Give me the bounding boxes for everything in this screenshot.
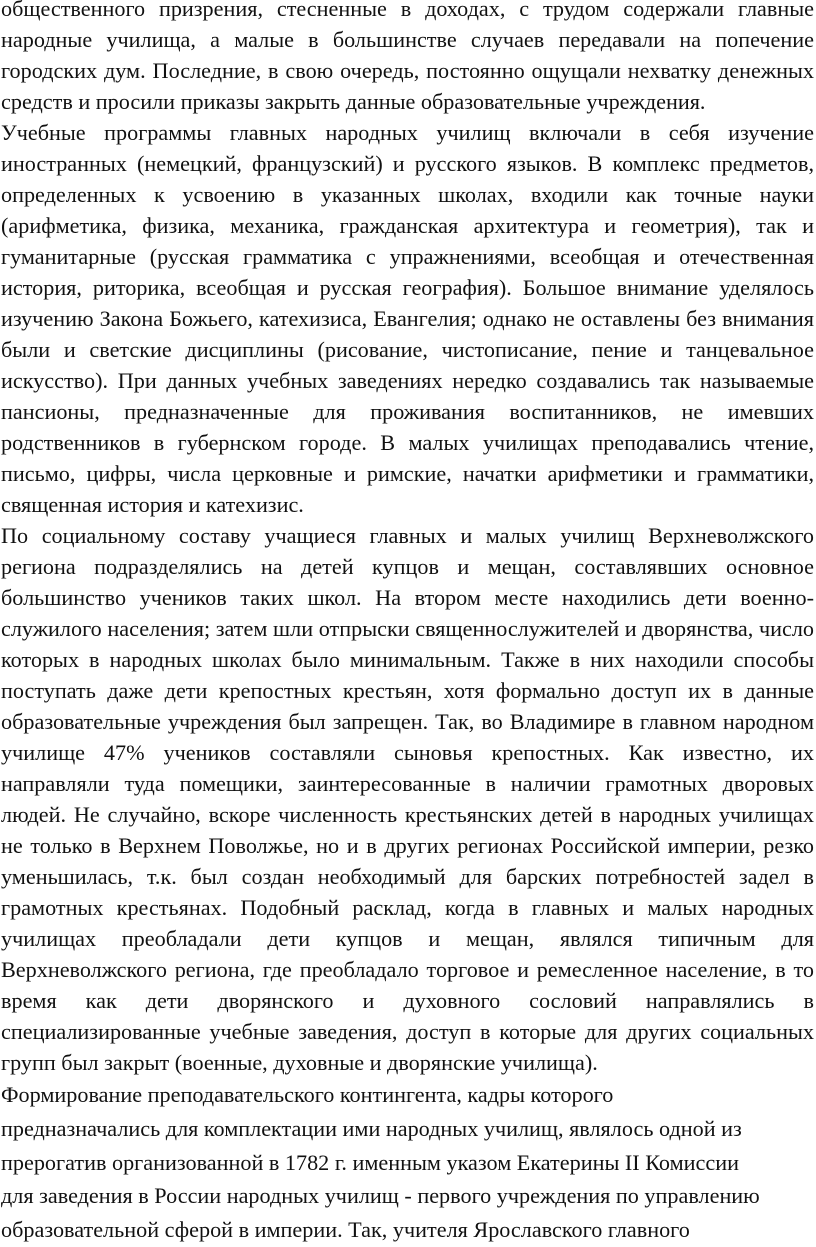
paragraph-curriculum: Учебные программы главных народных училищ включали в себя изучение иностранных (немецкий, французский) и русского языков. В комплекс предметов, определенных к усвоению в указанных школах, входили как точные науки (арифметика, физика, механика, гражданская архитектура и геометрия), так и гуманитарные (русская грамматика с упражнениями, всеобщая и отечественная история, риторика, всеобщая и русская география). Большое внимание уделялось изучению Закона Божьего, катехизиса, Евангелия; однако не оставлены без внимания были и светские дисциплины (рисование, чистописание, пение и танцевальное искусство). При данных учебных заведениях нередко создавались так называемые пансионы, предназначенные для проживания воспитанников, не имевших родственников в губернском городе. В малых училищах преподавались чтение, письмо, цифры, числа церковные и римские, начатки арифметики и грамматики, священная история и катехизис. (1, 120, 814, 517)
paragraph-teaching-staff (0, 1078, 816, 1247)
paragraph-social-composition: По социальному составу учащиеся главных и малых училищ Верхневолжского региона подразделялись на детей купцов и мещан, составлявших основное большинство учеников таких школ. На втором месте находились дети военно-служилого населения; затем шли отпрыски священнослужителей и дворянства, число которых в народных школах было минимальным. Также в них находили способы поступать даже дети крепостных крестьян, хотя формально доступ их в данные образовательные учреждения был запрещен. Так, во Владимире в главном народном училище 47% учеников составляли сыновья крепостных. Как известно, их направляли туда помещики, заинтересованные в наличии грамотных дворовых людей. Не случайно, вскоре численность крестьянских детей в народных училищах не только в Верхнем Поволжье, но и в других регионах Российской империи, резко уменьшилась, т.к. был создан необходимый для барских потребностей задел в грамотных крестьянах. Подобный расклад, когда в главных и малых народных училищах преобладали дети купцов и мещан, являлся типичным для Верхневолжского региона, где преобладало торговое и ремесленное население, в то время как дети дворянского и духовного сословий направлялись в специализированные учебные заведения, доступ в которые для других социальных групп был закрыт (военные, духовные и дворянские училища). (1, 523, 814, 1075)
text-line: образовательной сферой в империи. Так, учителя Ярославского главного (1, 1217, 690, 1243)
paragraph-public-charity-schools: общественного призрения, стесненные в доходах, с трудом содержали главные народные училища, а малые в большинстве случаев передавали на попечение городских дум. Последние, в свою очередь, постоянно ощущали нехватку денежных средств и просили приказы закрыть данные образовательные учреждения. (1, 0, 814, 114)
text-line: для заведения в России народных училищ - первого учреждения по управлению (1, 1183, 760, 1209)
text-line: предназначались для комплектации ими народных училищ, являлось одной из (1, 1115, 742, 1141)
text-line: прерогатив организованной в 1782 г. именным указом Екатерины II Комиссии (1, 1149, 739, 1175)
text-line: Формирование преподавательского контингента, кадры которого (1, 1082, 614, 1107)
